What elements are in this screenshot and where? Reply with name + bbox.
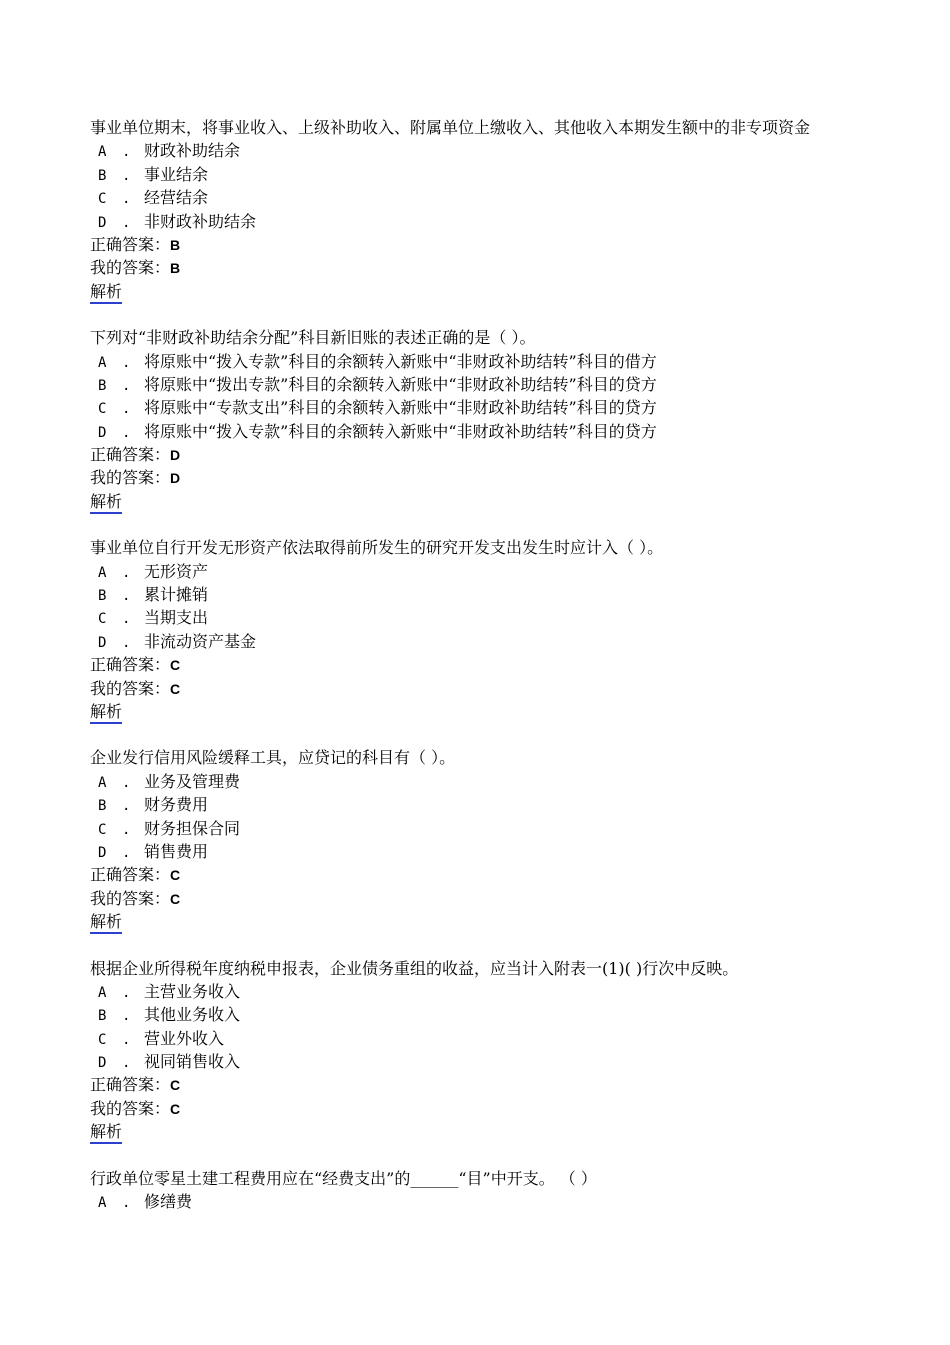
option-letter: B bbox=[98, 377, 107, 394]
my-answer bbox=[90, 677, 940, 700]
correct-answer bbox=[90, 863, 940, 886]
option-dot: . bbox=[122, 798, 131, 815]
correct-answer bbox=[90, 653, 940, 676]
my-answer-value: C bbox=[170, 890, 181, 907]
option-b bbox=[90, 1003, 940, 1026]
option-text: 当期支出 bbox=[144, 608, 209, 628]
option-text: 事业结余 bbox=[144, 164, 209, 184]
option-dot: . bbox=[122, 611, 131, 628]
option-d bbox=[90, 1050, 940, 1073]
option-c bbox=[90, 606, 940, 629]
option-b bbox=[90, 793, 940, 816]
question-2 bbox=[90, 326, 940, 513]
option-text: 业务及管理费 bbox=[144, 771, 241, 791]
my-answer bbox=[90, 1097, 940, 1120]
option-text: 将原账中“专款支出”科目的余额转入新账中“非财政补助结转”科目的贷方 bbox=[144, 398, 657, 418]
option-dot: . bbox=[122, 214, 131, 231]
option-text: 修缮费 bbox=[144, 1192, 193, 1212]
option-letter: A bbox=[98, 144, 107, 161]
correct-answer-value: C bbox=[170, 1077, 181, 1094]
correct-answer-label: 正确答案： bbox=[90, 655, 171, 675]
option-letter: A bbox=[98, 564, 107, 581]
my-answer-value: C bbox=[170, 680, 181, 697]
option-letter: B bbox=[98, 588, 107, 605]
correct-answer bbox=[90, 443, 940, 466]
correct-answer-value: B bbox=[170, 236, 181, 253]
correct-answer-label: 正确答案： bbox=[90, 865, 171, 885]
option-dot: . bbox=[122, 354, 131, 371]
option-dot: . bbox=[122, 564, 131, 581]
my-answer-label: 我的答案： bbox=[90, 888, 171, 908]
option-dot: . bbox=[122, 634, 131, 651]
option-a bbox=[90, 1190, 940, 1213]
question-stem: 事业单位期末，将事业收入、上级补助收入、附属单位上缴收入、其他收入本期发生额中的非专项资金 bbox=[90, 118, 811, 137]
option-letter: C bbox=[98, 821, 107, 838]
option-c bbox=[90, 1027, 940, 1050]
question-4 bbox=[90, 746, 940, 933]
question-stem: 行政单位零星土建工程费用应在“经费支出”的______“目”中开支。 （ ） bbox=[90, 1168, 597, 1188]
option-dot: . bbox=[122, 191, 131, 208]
option-text: 主营业务收入 bbox=[144, 981, 241, 1001]
option-text: 销售费用 bbox=[144, 841, 209, 861]
analysis-link[interactable]: 解析 bbox=[90, 282, 122, 304]
option-dot: . bbox=[122, 844, 131, 861]
option-dot: . bbox=[122, 588, 131, 605]
option-text: 视同销售收入 bbox=[144, 1052, 241, 1072]
option-dot: . bbox=[122, 1008, 131, 1025]
my-answer-label: 我的答案： bbox=[90, 1098, 171, 1118]
option-text: 财务担保合同 bbox=[144, 818, 241, 838]
option-letter: D bbox=[98, 1055, 107, 1072]
option-d bbox=[90, 210, 940, 233]
option-letter: C bbox=[98, 1031, 107, 1048]
option-dot: . bbox=[122, 1055, 131, 1072]
option-b bbox=[90, 373, 940, 396]
option-a bbox=[90, 350, 940, 373]
option-dot: . bbox=[122, 144, 131, 161]
analysis-link[interactable]: 解析 bbox=[90, 702, 122, 724]
option-d bbox=[90, 630, 940, 653]
my-answer-label: 我的答案： bbox=[90, 258, 171, 278]
option-letter: A bbox=[98, 774, 107, 791]
my-answer-value: B bbox=[170, 260, 181, 277]
correct-answer-value: C bbox=[170, 657, 181, 674]
option-letter: B bbox=[98, 167, 107, 184]
option-a bbox=[90, 770, 940, 793]
option-text: 财政补助结余 bbox=[144, 141, 241, 161]
option-text: 非财政补助结余 bbox=[144, 211, 257, 231]
option-text: 将原账中“拨入专款”科目的余额转入新账中“非财政补助结转”科目的贷方 bbox=[144, 421, 657, 441]
option-dot: . bbox=[122, 984, 131, 1001]
question-5 bbox=[90, 957, 940, 1144]
option-c bbox=[90, 396, 940, 419]
question-1 bbox=[90, 116, 940, 303]
option-d bbox=[90, 420, 940, 443]
option-text: 其他业务收入 bbox=[144, 1005, 241, 1025]
option-dot: . bbox=[122, 821, 131, 838]
option-b bbox=[90, 583, 940, 606]
question-stem: 企业发行信用风险缓释工具，应贷记的科目有（ ）。 bbox=[90, 748, 456, 768]
correct-answer-label: 正确答案： bbox=[90, 234, 171, 254]
option-letter: C bbox=[98, 401, 107, 418]
option-text: 非流动资产基金 bbox=[144, 631, 257, 651]
option-dot: . bbox=[122, 774, 131, 791]
option-letter: A bbox=[98, 354, 107, 371]
option-letter: C bbox=[98, 191, 107, 208]
option-text: 将原账中“拨入专款”科目的余额转入新账中“非财政补助结转”科目的借方 bbox=[144, 351, 657, 371]
option-dot: . bbox=[122, 1031, 131, 1048]
question-3 bbox=[90, 536, 940, 723]
option-letter: C bbox=[98, 611, 107, 628]
option-a bbox=[90, 560, 940, 583]
question-stem: 根据企业所得税年度纳税申报表，企业债务重组的收益，应当计入附表一(1)( )行次中反映。 bbox=[90, 958, 739, 978]
option-b bbox=[90, 163, 940, 186]
correct-answer bbox=[90, 233, 940, 256]
option-a bbox=[90, 139, 940, 162]
option-c bbox=[90, 186, 940, 209]
option-letter: D bbox=[98, 844, 107, 861]
option-dot: . bbox=[122, 424, 131, 441]
option-letter: B bbox=[98, 798, 107, 815]
option-dot: . bbox=[122, 167, 131, 184]
my-answer bbox=[90, 466, 940, 489]
option-a bbox=[90, 980, 940, 1003]
option-text: 累计摊销 bbox=[144, 585, 209, 605]
option-c bbox=[90, 817, 940, 840]
correct-answer bbox=[90, 1073, 940, 1096]
option-dot: . bbox=[122, 401, 131, 418]
quiz-page bbox=[90, 116, 940, 1236]
correct-answer-label: 正确答案： bbox=[90, 445, 171, 465]
my-answer-value: C bbox=[170, 1100, 181, 1117]
option-letter: B bbox=[98, 1008, 107, 1025]
option-letter: A bbox=[98, 1195, 107, 1212]
option-text: 财务费用 bbox=[144, 795, 209, 815]
option-d bbox=[90, 840, 940, 863]
my-answer-label: 我的答案： bbox=[90, 468, 171, 488]
my-answer-value: D bbox=[170, 470, 181, 487]
analysis-link[interactable]: 解析 bbox=[90, 492, 122, 514]
option-letter: A bbox=[98, 984, 107, 1001]
option-text: 营业外收入 bbox=[144, 1028, 225, 1048]
my-answer bbox=[90, 887, 940, 910]
option-letter: D bbox=[98, 214, 107, 231]
my-answer bbox=[90, 256, 940, 279]
correct-answer-value: C bbox=[170, 867, 181, 884]
question-stem: 下列对“非财政补助结余分配”科目新旧账的表述正确的是（ ）。 bbox=[90, 328, 536, 348]
option-text: 经营结余 bbox=[144, 188, 209, 208]
correct-answer-label: 正确答案： bbox=[90, 1075, 171, 1095]
option-text: 无形资产 bbox=[144, 561, 209, 581]
question-stem: 事业单位自行开发无形资产依法取得前所发生的研究开发支出发生时应计入（ ）。 bbox=[90, 538, 664, 558]
my-answer-label: 我的答案： bbox=[90, 678, 171, 698]
option-text: 将原账中“拨出专款”科目的余额转入新账中“非财政补助结转”科目的贷方 bbox=[144, 374, 657, 394]
analysis-link[interactable]: 解析 bbox=[90, 912, 122, 934]
option-dot: . bbox=[122, 1195, 131, 1212]
question-6 bbox=[90, 1167, 940, 1214]
option-letter: D bbox=[98, 634, 107, 651]
correct-answer-value: D bbox=[170, 447, 181, 464]
analysis-link[interactable]: 解析 bbox=[90, 1122, 122, 1144]
option-dot: . bbox=[122, 377, 131, 394]
option-letter: D bbox=[98, 424, 107, 441]
